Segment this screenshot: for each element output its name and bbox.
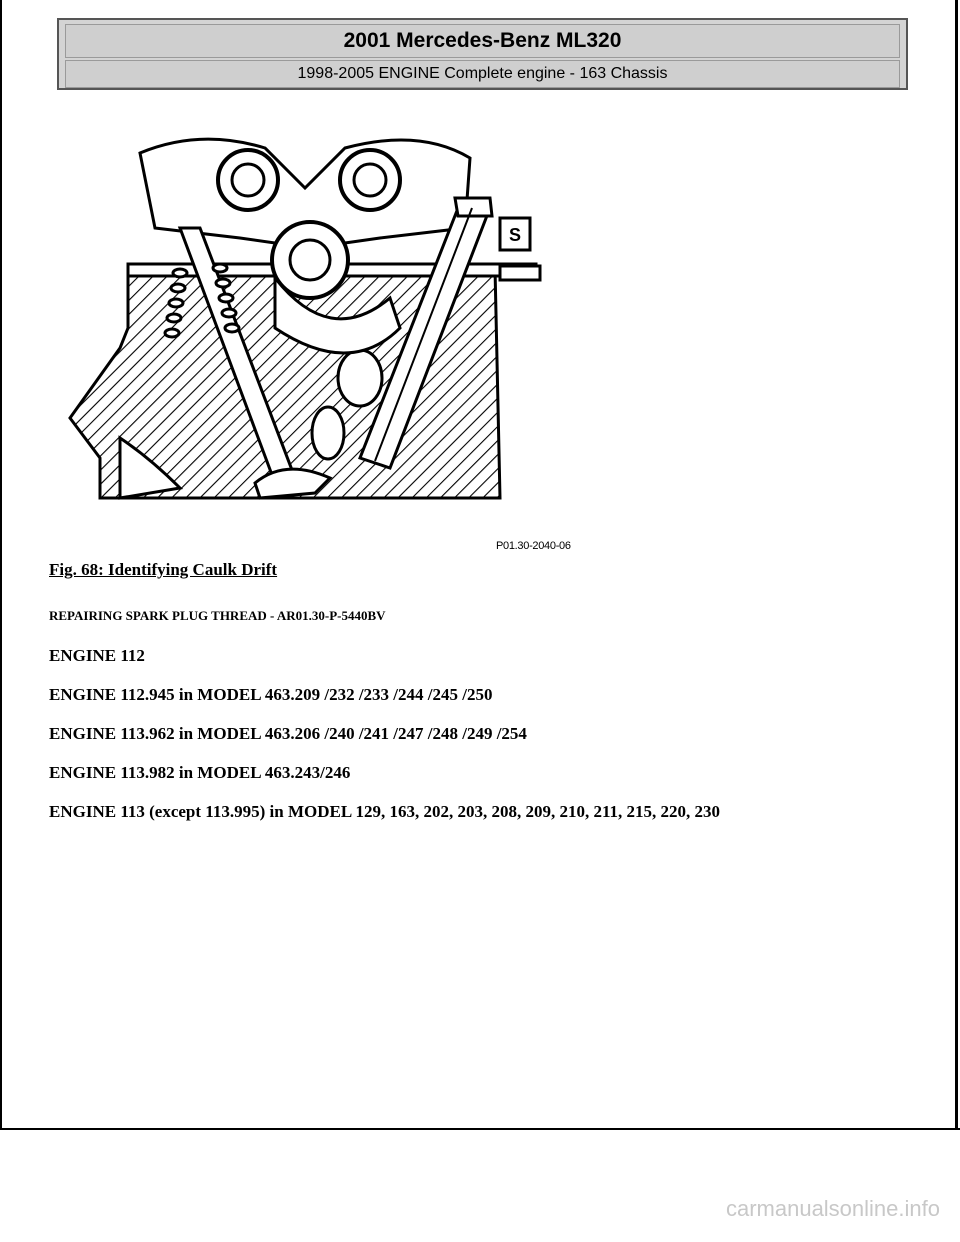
figure-code: P01.30-2040-06: [496, 540, 571, 552]
engine-cross-section-figure: [60, 128, 590, 553]
document-title: 2001 Mercedes-Benz ML320: [65, 24, 900, 58]
procedure-title: REPAIRING SPARK PLUG THREAD - AR01.30-P-5440BV: [49, 608, 386, 623]
page-border-right: [955, 0, 958, 1130]
engine-line: ENGINE 113.962 in MODEL 463.206 /240 /241 /247 /248 /249 /254: [49, 724, 527, 743]
engine-line: ENGINE 112: [49, 646, 145, 665]
engine-line: ENGINE 113 (except 113.995) in MODEL 129, 163, 202, 203, 208, 209, 210, 211, 215, 220, 230: [49, 802, 721, 821]
watermark: carmanualsonline.info: [725, 1196, 940, 1221]
page-bottom-border: [0, 1128, 960, 1130]
engine-line: ENGINE 113.982 in MODEL 463.243/246: [49, 763, 351, 782]
document-header: [57, 18, 908, 90]
page-border-left: [0, 0, 2, 1130]
cylinder-head-drawing: [60, 128, 590, 553]
figure-caption-link[interactable]: Fig. 68: Identifying Caulk Drift: [49, 560, 278, 579]
document-subtitle: 1998-2005 ENGINE Complete engine - 163 Chassis: [65, 60, 900, 88]
engine-line: ENGINE 112.945 in MODEL 463.209 /232 /233 /244 /245 /250: [49, 685, 493, 704]
svg-text:S: S: [509, 225, 522, 245]
